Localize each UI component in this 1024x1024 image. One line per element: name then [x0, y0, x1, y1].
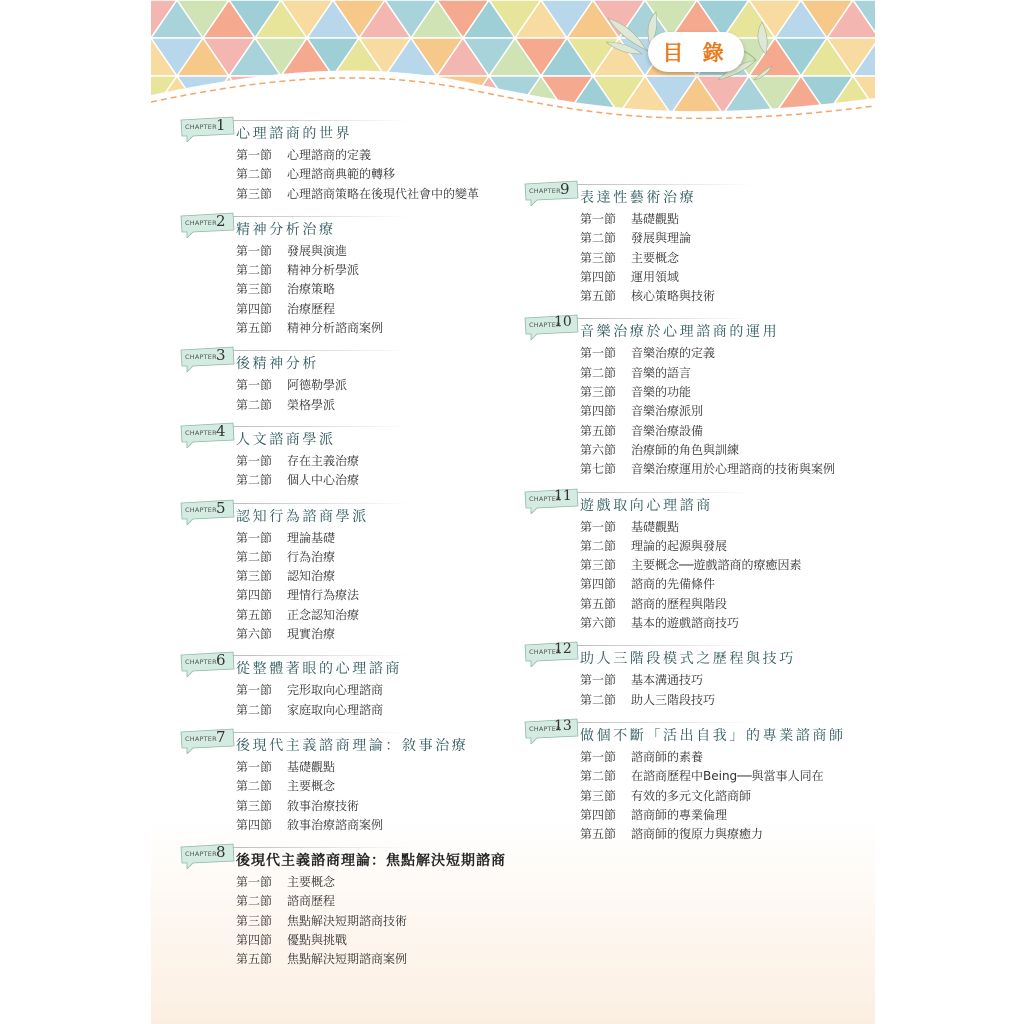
section-item [236, 567, 479, 586]
chapter-number: 4 [216, 421, 226, 440]
chapter-label: CHAPTER [185, 734, 217, 743]
section-title: 理情行為療法 [287, 588, 360, 603]
section-item [236, 950, 479, 969]
section-title: 敘事治療諮商案例 [287, 817, 384, 832]
section-item [236, 452, 479, 471]
section-title: 精神分析諮商案例 [287, 321, 384, 336]
section-number: 第一節 [236, 148, 273, 162]
chapter-number: 6 [216, 651, 226, 670]
chapter-number: 7 [216, 727, 226, 746]
chapter-tag-icon [523, 314, 579, 336]
section-list [580, 748, 835, 844]
section-number: 第四節 [580, 807, 617, 822]
section-number: 第三節 [236, 282, 273, 297]
chapter-tag-icon [179, 651, 235, 673]
chapter-10 [523, 314, 835, 479]
right-column [523, 180, 846, 844]
section-title: 認知治療 [287, 569, 336, 584]
section-title: 基礎觀點 [631, 519, 680, 534]
section-title: 心理諮商典範的轉移 [287, 167, 396, 182]
section-item [236, 797, 479, 816]
section-number: 第二節 [236, 894, 273, 909]
chapter-header [179, 422, 479, 452]
section-title: 治療策略 [287, 282, 336, 297]
section-number: 第一節 [580, 673, 617, 688]
chapter-header [179, 212, 479, 242]
section-title: 發展與理論 [631, 231, 692, 246]
section-item [580, 229, 835, 248]
chapter-header [179, 346, 479, 376]
chapter-tag-icon [179, 422, 235, 444]
section-list [236, 529, 479, 645]
section-title: 音樂的功能 [631, 385, 692, 400]
section-number: 第六節 [580, 616, 617, 631]
chapter-11 [523, 488, 835, 634]
section-number: 第六節 [236, 627, 273, 642]
section-title: 理論基礎 [287, 530, 336, 545]
section-number: 第二節 [580, 769, 617, 784]
chapter-tag-icon [179, 212, 235, 234]
section-list [236, 376, 479, 415]
chapter-title: 後現代主義諮商理論：敘事治療 [236, 737, 469, 754]
section-title: 焦點解決短期諮商案例 [287, 952, 408, 967]
section-number: 第二節 [236, 473, 273, 488]
section-item [236, 586, 479, 605]
section-number: 第一節 [236, 378, 273, 393]
section-title: 運用領域 [631, 269, 680, 284]
chapter-header [179, 843, 506, 873]
section-item [580, 787, 835, 806]
section-list [236, 146, 479, 204]
section-number: 第三節 [236, 186, 273, 201]
chapter-title: 人文諮商學派 [236, 431, 336, 448]
chapter-tag-icon [523, 180, 579, 202]
section-number: 第三節 [236, 798, 273, 813]
chapter-tag-icon [179, 116, 235, 138]
chapter-label: CHAPTER [529, 321, 561, 330]
section-title: 心理諮商策略在後現代社會中的變革 [287, 186, 480, 201]
page [151, 0, 875, 1024]
section-number: 第二節 [236, 167, 273, 182]
chapter-tag-icon [523, 718, 579, 740]
section-title: 諮商歷程 [287, 894, 336, 909]
chapter-number: 3 [216, 346, 226, 365]
section-number: 第二節 [236, 779, 273, 794]
section-list [236, 873, 479, 969]
chapter-header [179, 499, 479, 529]
section-title: 存在主義治療 [287, 453, 360, 468]
section-item [236, 777, 479, 796]
section-number: 第二節 [236, 397, 273, 412]
chapter-header [523, 180, 835, 210]
section-number: 第五節 [580, 596, 617, 611]
section-title: 主要概念 [287, 875, 336, 890]
section-item [236, 471, 479, 490]
section-number: 第五節 [236, 321, 273, 336]
left-column [179, 116, 506, 970]
section-number: 第一節 [236, 453, 273, 468]
section-title: 榮格學派 [287, 397, 336, 412]
section-item [580, 402, 835, 421]
section-item [236, 912, 479, 931]
section-number: 第四節 [580, 269, 617, 284]
section-item [580, 556, 835, 575]
chapter-6 [179, 651, 479, 720]
section-title: 發展與演進 [287, 243, 348, 258]
section-title: 治療師的角色與訓練 [631, 442, 740, 457]
chapter-tag-icon [179, 843, 235, 865]
section-title: 基礎觀點 [631, 212, 680, 226]
chapter-title: 認知行為諮商學派 [236, 508, 369, 525]
divider [573, 722, 753, 723]
divider [229, 503, 409, 504]
section-item [236, 529, 479, 548]
section-title: 行為治療 [287, 549, 336, 564]
chapter-label: CHAPTER [185, 123, 217, 131]
chapter-1 [179, 116, 479, 204]
chapter-label: CHAPTER [529, 724, 561, 733]
section-number: 第二節 [236, 549, 273, 564]
section-item [580, 344, 835, 363]
section-list [580, 671, 835, 710]
section-title: 在諮商歷程中Being──與當事人同在 [631, 769, 824, 784]
section-item [236, 701, 479, 720]
section-item [236, 261, 479, 280]
section-title: 敘事治療技術 [287, 798, 360, 813]
chapter-12 [523, 641, 835, 710]
section-title: 音樂治療運用於心理諮商的技術與案例 [631, 462, 836, 477]
chapter-header [523, 641, 835, 671]
section-title: 焦點解決短期諮商技術 [287, 913, 408, 928]
section-item [236, 816, 479, 835]
section-number: 第一節 [236, 875, 273, 890]
section-list [236, 758, 479, 835]
chapter-label: CHAPTER [529, 187, 561, 195]
section-title: 正念認知治療 [287, 607, 360, 622]
chapter-number: 10 [554, 314, 572, 331]
divider [229, 426, 409, 427]
section-item [580, 748, 835, 767]
section-title: 諮商師的復原力與療癒力 [631, 827, 764, 842]
section-number: 第一節 [236, 243, 273, 258]
section-title: 諮商的歷程與階段 [631, 596, 728, 611]
section-item [236, 165, 479, 184]
chapter-number: 11 [554, 487, 572, 504]
section-number: 第四節 [580, 404, 617, 419]
chapter-number: 5 [216, 498, 226, 517]
section-title: 心理諮商的定義 [287, 148, 372, 162]
chapter-number: 2 [216, 211, 226, 230]
chapter-header [179, 116, 479, 146]
chapter-title: 遊戲取向心理諮商 [580, 497, 713, 514]
section-number: 第一節 [580, 749, 617, 764]
section-item [236, 548, 479, 567]
section-title: 音樂治療設備 [631, 423, 704, 438]
divider [229, 655, 409, 656]
section-number: 第四節 [236, 933, 273, 948]
section-title: 主要概念 [287, 779, 336, 794]
section-item [580, 806, 835, 825]
section-item [236, 758, 479, 777]
chapter-label: CHAPTER [185, 353, 217, 362]
chapter-3 [179, 346, 479, 415]
section-title: 主要概念 [631, 250, 680, 265]
chapter-tag-icon [523, 641, 579, 663]
section-title: 核心策略與技術 [631, 289, 716, 304]
page-title: 目 錄 [648, 32, 744, 72]
section-number: 第三節 [580, 250, 617, 265]
section-list [580, 344, 835, 479]
chapter-5 [179, 499, 479, 645]
section-title: 主要概念──遊戲諮商的療癒因素 [631, 558, 802, 573]
section-item [580, 249, 835, 268]
section-number: 第三節 [580, 385, 617, 400]
chapter-13 [523, 717, 846, 844]
chapter-title: 後現代主義諮商理論：焦點解決短期諮商 [236, 853, 506, 870]
section-item [580, 537, 835, 556]
chapter-title: 表達性藝術治療 [580, 190, 697, 206]
chapter-title: 音樂治療於心理諮商的運用 [580, 324, 780, 341]
section-item [236, 931, 479, 950]
section-item [580, 287, 835, 306]
section-item [580, 422, 835, 441]
chapter-2 [179, 212, 479, 338]
chapter-tag-icon [179, 346, 235, 368]
section-item [580, 595, 835, 614]
section-item [236, 376, 479, 395]
chapter-label: CHAPTER [185, 218, 217, 227]
section-number: 第一節 [236, 759, 273, 774]
section-title: 精神分析學派 [287, 263, 360, 278]
chapter-tag-icon [179, 728, 235, 750]
section-item [580, 767, 835, 786]
chapter-label: CHAPTER [185, 428, 217, 437]
section-item [580, 575, 835, 594]
section-item [236, 892, 479, 911]
section-number: 第五節 [580, 827, 617, 842]
section-number: 第五節 [236, 607, 273, 622]
section-title: 基礎觀點 [287, 759, 336, 774]
divider [573, 492, 753, 493]
section-item [580, 614, 835, 633]
section-number: 第三節 [236, 569, 273, 584]
section-item [580, 691, 835, 710]
chapter-9 [523, 180, 835, 306]
section-list [236, 242, 479, 338]
section-item [580, 210, 835, 229]
chapter-8 [179, 843, 506, 969]
section-item [236, 242, 479, 261]
divider [573, 645, 753, 646]
chapter-number: 8 [216, 843, 226, 862]
chapter-header [523, 488, 835, 518]
section-title: 現實治療 [287, 627, 336, 642]
section-number: 第二節 [580, 692, 617, 707]
section-item [236, 681, 479, 700]
section-number: 第四節 [580, 577, 617, 592]
section-item [236, 280, 479, 299]
section-item [580, 268, 835, 287]
section-number: 第七節 [580, 462, 617, 477]
chapter-title: 心理諮商的世界 [236, 126, 353, 142]
section-number: 第二節 [580, 365, 617, 380]
section-title: 個人中心治療 [287, 473, 360, 488]
chapter-number: 1 [216, 116, 226, 134]
chapter-label: CHAPTER [185, 505, 217, 514]
section-number: 第一節 [236, 530, 273, 545]
section-item [580, 825, 835, 844]
chapter-number: 9 [560, 180, 570, 198]
section-item [580, 441, 835, 460]
section-title: 基本溝通技巧 [631, 673, 704, 688]
chapter-title: 助人三階段模式之歷程與技巧 [580, 651, 796, 668]
section-number: 第三節 [580, 788, 617, 803]
chapter-header [523, 314, 835, 344]
chapter-4 [179, 422, 479, 491]
section-list [236, 452, 479, 491]
section-number: 第六節 [580, 442, 617, 457]
chapter-7 [179, 728, 479, 835]
section-title: 家庭取向心理諮商 [287, 702, 384, 717]
chapter-title: 做個不斷「活出自我」的專業諮商師 [580, 727, 846, 744]
section-title: 音樂治療派別 [631, 404, 704, 419]
chapter-label: CHAPTER [529, 648, 561, 657]
section-number: 第一節 [236, 683, 273, 698]
section-number: 第二節 [236, 702, 273, 717]
section-list [236, 681, 479, 720]
divider [573, 318, 753, 319]
divider [229, 847, 409, 848]
chapter-header [179, 728, 479, 758]
divider [229, 216, 409, 217]
section-number: 第五節 [236, 952, 273, 967]
section-item [236, 319, 479, 338]
section-number: 第四節 [236, 301, 273, 316]
section-number: 第一節 [580, 212, 617, 226]
section-item [236, 873, 479, 892]
chapter-title: 精神分析治療 [236, 221, 336, 238]
section-title: 諮商的先備條件 [631, 577, 716, 592]
section-number: 第二節 [580, 231, 617, 246]
chapter-title: 從整體著眼的心理諮商 [236, 661, 402, 678]
section-item [236, 396, 479, 415]
section-title: 阿德勒學派 [287, 378, 348, 393]
section-title: 優點與挑戰 [287, 933, 348, 948]
section-number: 第四節 [236, 588, 273, 603]
divider [573, 184, 753, 185]
section-number: 第五節 [580, 289, 617, 304]
section-title: 理論的起源與發展 [631, 538, 728, 553]
chapter-number: 12 [554, 641, 572, 658]
section-number: 第二節 [580, 538, 617, 553]
chapter-title: 後精神分析 [236, 356, 319, 373]
divider [229, 350, 409, 351]
chapter-label: CHAPTER [529, 494, 561, 503]
section-number: 第一節 [580, 519, 617, 534]
section-item [236, 146, 479, 165]
chapter-label: CHAPTER [185, 658, 217, 667]
section-number: 第三節 [236, 913, 273, 928]
section-title: 治療歷程 [287, 301, 336, 316]
section-list [580, 518, 835, 634]
section-item [580, 364, 835, 383]
chapter-label: CHAPTER [185, 850, 217, 859]
section-number: 第一節 [580, 346, 617, 361]
section-title: 諮商師的素養 [631, 749, 704, 764]
chapter-tag-icon [179, 499, 235, 521]
section-item [580, 671, 835, 690]
chapter-header [179, 651, 479, 681]
chapter-tag-icon [523, 488, 579, 510]
section-item [236, 625, 479, 644]
divider [229, 120, 409, 121]
section-title: 音樂的語言 [631, 365, 692, 380]
section-item [580, 518, 835, 537]
section-title: 基本的遊戲諮商技巧 [631, 616, 740, 631]
section-item [580, 460, 835, 479]
section-item [236, 606, 479, 625]
section-list [580, 210, 835, 306]
section-number: 第二節 [236, 263, 273, 278]
chapter-number: 13 [554, 717, 572, 734]
section-title: 音樂治療的定義 [631, 346, 716, 361]
chapter-header [523, 717, 846, 748]
section-item [236, 300, 479, 319]
section-item [236, 185, 479, 204]
section-number: 第三節 [580, 558, 617, 573]
section-title: 完形取向心理諮商 [287, 683, 384, 698]
divider [229, 732, 409, 733]
section-item [580, 383, 835, 402]
section-title: 助人三階段技巧 [631, 692, 716, 707]
section-number: 第四節 [236, 817, 273, 832]
section-number: 第五節 [580, 423, 617, 438]
section-title: 有效的多元文化諮商師 [631, 788, 752, 803]
section-title: 諮商師的專業倫理 [631, 807, 728, 822]
